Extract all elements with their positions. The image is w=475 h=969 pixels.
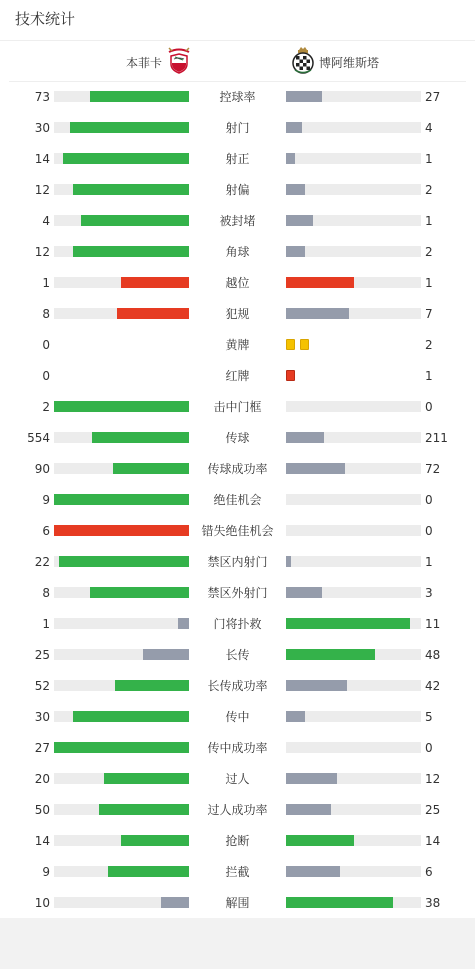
stat-row	[0, 888, 475, 919]
home-value: 27	[34, 741, 50, 755]
home-bar	[70, 122, 189, 133]
stat-row	[0, 82, 475, 113]
stat-label: 错失绝佳机会	[201, 524, 274, 538]
away-team[interactable]	[291, 48, 379, 76]
home-bar	[113, 463, 189, 474]
home-bar-track	[54, 587, 189, 598]
away-value: 0	[425, 524, 433, 538]
stat-row	[0, 423, 475, 454]
away-value: 0	[425, 741, 433, 755]
home-bar-track	[54, 308, 189, 319]
home-value: 10	[34, 896, 50, 910]
away-bar	[286, 649, 375, 660]
away-value: 27	[425, 90, 441, 104]
yellow-card-icon	[286, 339, 295, 350]
home-value: 0	[42, 369, 50, 383]
stat-label: 传中成功率	[207, 741, 268, 755]
stat-label: 射偏	[225, 183, 250, 197]
away-bar	[286, 215, 313, 226]
home-bar-track	[54, 835, 189, 846]
stat-label: 绝佳机会	[213, 493, 262, 507]
away-value: 42	[425, 679, 441, 693]
home-bar	[54, 742, 189, 753]
home-value: 52	[34, 679, 50, 693]
home-bar	[63, 153, 189, 164]
home-bar-track	[54, 184, 189, 195]
stat-row	[0, 609, 475, 640]
away-value: 2	[425, 245, 433, 259]
stat-row	[0, 392, 475, 423]
away-bar-track	[286, 308, 421, 319]
away-value: 1	[425, 214, 433, 228]
stat-label: 长传	[225, 648, 250, 662]
stat-label: 越位	[225, 276, 250, 290]
away-value: 1	[425, 369, 433, 383]
away-bar-track	[286, 432, 421, 443]
home-bar	[143, 649, 189, 660]
stat-row	[0, 640, 475, 671]
away-bar	[286, 308, 349, 319]
away-value: 211	[425, 431, 448, 445]
away-bar	[286, 91, 322, 102]
stat-label: 传球成功率	[207, 462, 268, 476]
stat-label: 黄牌	[225, 338, 250, 352]
home-bar	[115, 680, 189, 691]
home-bar-track	[54, 556, 189, 567]
stat-label: 传中	[225, 710, 250, 724]
stat-row	[0, 113, 475, 144]
away-bar-track	[286, 525, 421, 536]
stat-label: 角球	[225, 245, 250, 259]
stat-row	[0, 516, 475, 547]
home-value: 9	[42, 493, 50, 507]
away-bar	[286, 897, 393, 908]
home-value: 8	[42, 307, 50, 321]
home-bar	[104, 773, 189, 784]
away-bar	[286, 866, 340, 877]
away-cards	[286, 370, 300, 381]
away-bar-track	[286, 91, 421, 102]
home-bar-track	[54, 804, 189, 815]
away-value: 72	[425, 462, 441, 476]
home-bar	[117, 308, 189, 319]
home-bar	[121, 835, 189, 846]
stat-row	[0, 702, 475, 733]
away-value: 38	[425, 896, 441, 910]
home-bar	[108, 866, 189, 877]
home-bar	[81, 215, 189, 226]
benfica-crest-icon	[166, 46, 192, 78]
stat-label: 门将扑救	[213, 617, 262, 631]
away-value: 14	[425, 834, 441, 848]
away-bar-track	[286, 401, 421, 412]
away-bar-track	[286, 153, 421, 164]
away-cards	[286, 339, 314, 350]
home-bar-track	[54, 773, 189, 784]
stat-row	[0, 175, 475, 206]
stat-row	[0, 299, 475, 330]
home-bar	[54, 494, 189, 505]
stat-row	[0, 578, 475, 609]
away-value: 4	[425, 121, 433, 135]
away-value: 5	[425, 710, 433, 724]
home-bar	[90, 587, 189, 598]
home-value: 30	[34, 710, 50, 724]
away-bar-track	[286, 277, 421, 288]
home-bar	[73, 184, 189, 195]
home-value: 90	[34, 462, 50, 476]
home-value: 9	[42, 865, 50, 879]
stat-row	[0, 485, 475, 516]
away-bar	[286, 556, 291, 567]
home-bar-track	[54, 680, 189, 691]
away-bar-track	[286, 215, 421, 226]
home-bar-track	[54, 153, 189, 164]
stat-label: 拦截	[225, 865, 250, 879]
home-bar	[73, 711, 189, 722]
home-value: 6	[42, 524, 50, 538]
away-bar	[286, 184, 305, 195]
away-value: 6	[425, 865, 433, 879]
away-bar-track	[286, 804, 421, 815]
away-bar	[286, 122, 302, 133]
stat-row	[0, 330, 475, 361]
away-bar	[286, 463, 345, 474]
away-bar	[286, 835, 354, 846]
away-value: 7	[425, 307, 433, 321]
home-bar-track	[54, 277, 189, 288]
away-bar	[286, 246, 305, 257]
home-bar-track	[54, 246, 189, 257]
stat-label: 击中门框	[213, 400, 262, 414]
home-bar	[121, 277, 189, 288]
home-value: 25	[34, 648, 50, 662]
stat-row	[0, 206, 475, 237]
home-value: 0	[42, 338, 50, 352]
stat-label: 禁区外射门	[207, 586, 268, 600]
away-bar	[286, 804, 331, 815]
away-bar-track	[286, 773, 421, 784]
stat-label: 红牌	[225, 369, 250, 383]
away-value: 2	[425, 338, 433, 352]
home-bar-track	[54, 525, 189, 536]
away-value: 1	[425, 276, 433, 290]
home-bar	[178, 618, 189, 629]
away-bar-track	[286, 494, 421, 505]
stat-row	[0, 237, 475, 268]
stat-label: 解围	[225, 896, 250, 910]
stat-label: 传球	[225, 431, 250, 445]
stat-label: 被封堵	[219, 214, 256, 228]
home-bar	[99, 804, 189, 815]
away-bar-track	[286, 587, 421, 598]
home-bar	[92, 432, 189, 443]
home-value: 14	[34, 152, 50, 166]
away-bar-track	[286, 184, 421, 195]
stat-label: 过人	[225, 772, 250, 786]
home-bar	[54, 401, 189, 412]
home-value: 1	[42, 617, 50, 631]
away-bar	[286, 587, 322, 598]
away-value: 48	[425, 648, 441, 662]
stat-label: 过人成功率	[207, 803, 268, 817]
home-value: 12	[34, 183, 50, 197]
home-team-name: 本菲卡	[126, 55, 163, 70]
away-bar-track	[286, 897, 421, 908]
stat-label: 犯规	[225, 307, 250, 321]
stat-row	[0, 361, 475, 392]
home-value: 1	[42, 276, 50, 290]
red-card-icon	[286, 370, 295, 381]
home-value: 73	[34, 90, 50, 104]
home-bar	[161, 897, 189, 908]
stat-row	[0, 547, 475, 578]
stat-row	[0, 144, 475, 175]
away-bar-track	[286, 463, 421, 474]
stat-label: 长传成功率	[207, 679, 268, 693]
home-value: 2	[42, 400, 50, 414]
away-bar	[286, 773, 337, 784]
stat-row	[0, 671, 475, 702]
stat-row	[0, 268, 475, 299]
away-bar	[286, 711, 305, 722]
home-bar-track	[54, 618, 189, 629]
home-bar-track	[54, 463, 189, 474]
stat-row	[0, 454, 475, 485]
home-value: 554	[27, 431, 50, 445]
away-bar	[286, 153, 295, 164]
away-value: 1	[425, 152, 433, 166]
away-bar-track	[286, 680, 421, 691]
home-bar	[73, 246, 189, 257]
home-bar	[59, 556, 189, 567]
stat-row	[0, 733, 475, 764]
away-bar-track	[286, 618, 421, 629]
title-divider	[0, 40, 475, 41]
away-bar	[286, 618, 410, 629]
home-value: 8	[42, 586, 50, 600]
away-bar	[286, 432, 324, 443]
away-value: 12	[425, 772, 441, 786]
home-bar-track	[54, 122, 189, 133]
stat-row	[0, 795, 475, 826]
away-bar-track	[286, 711, 421, 722]
away-value: 25	[425, 803, 441, 817]
away-value: 2	[425, 183, 433, 197]
home-bar-track	[54, 215, 189, 226]
home-team[interactable]	[126, 48, 192, 76]
boavista-crest-icon	[291, 46, 315, 78]
home-value: 12	[34, 245, 50, 259]
home-bar	[54, 525, 189, 536]
away-bar-track	[286, 649, 421, 660]
away-bar-track	[286, 556, 421, 567]
away-bar	[286, 277, 354, 288]
home-bar-track	[54, 649, 189, 660]
home-value: 20	[34, 772, 50, 786]
away-bar-track	[286, 835, 421, 846]
home-bar-track	[54, 432, 189, 443]
stat-label: 射正	[225, 152, 250, 166]
away-value: 1	[425, 555, 433, 569]
home-value: 22	[34, 555, 50, 569]
away-bar-track	[286, 122, 421, 133]
home-value: 4	[42, 214, 50, 228]
home-bar-track	[54, 866, 189, 877]
stat-label: 禁区内射门	[207, 555, 268, 569]
page-title: 技术统计	[15, 10, 76, 28]
stat-label: 抢断	[225, 834, 250, 848]
home-bar-track	[54, 401, 189, 412]
stat-row	[0, 857, 475, 888]
away-bar-track	[286, 246, 421, 257]
stat-label: 控球率	[219, 90, 256, 104]
away-bar-track	[286, 866, 421, 877]
away-value: 11	[425, 617, 441, 631]
away-value: 3	[425, 586, 433, 600]
away-team-name: 博阿维斯塔	[319, 55, 380, 70]
stat-label: 射门	[225, 121, 250, 135]
home-value: 30	[34, 121, 50, 135]
away-value: 0	[425, 493, 433, 507]
home-bar-track	[54, 897, 189, 908]
home-bar-track	[54, 711, 189, 722]
home-bar-track	[54, 494, 189, 505]
away-bar-track	[286, 742, 421, 753]
home-value: 50	[34, 803, 50, 817]
stat-row	[0, 764, 475, 795]
home-value: 14	[34, 834, 50, 848]
home-bar-track	[54, 742, 189, 753]
home-bar	[90, 91, 189, 102]
home-bar-track	[54, 91, 189, 102]
away-value: 0	[425, 400, 433, 414]
away-bar	[286, 680, 347, 691]
stat-row	[0, 826, 475, 857]
yellow-card-icon	[300, 339, 309, 350]
